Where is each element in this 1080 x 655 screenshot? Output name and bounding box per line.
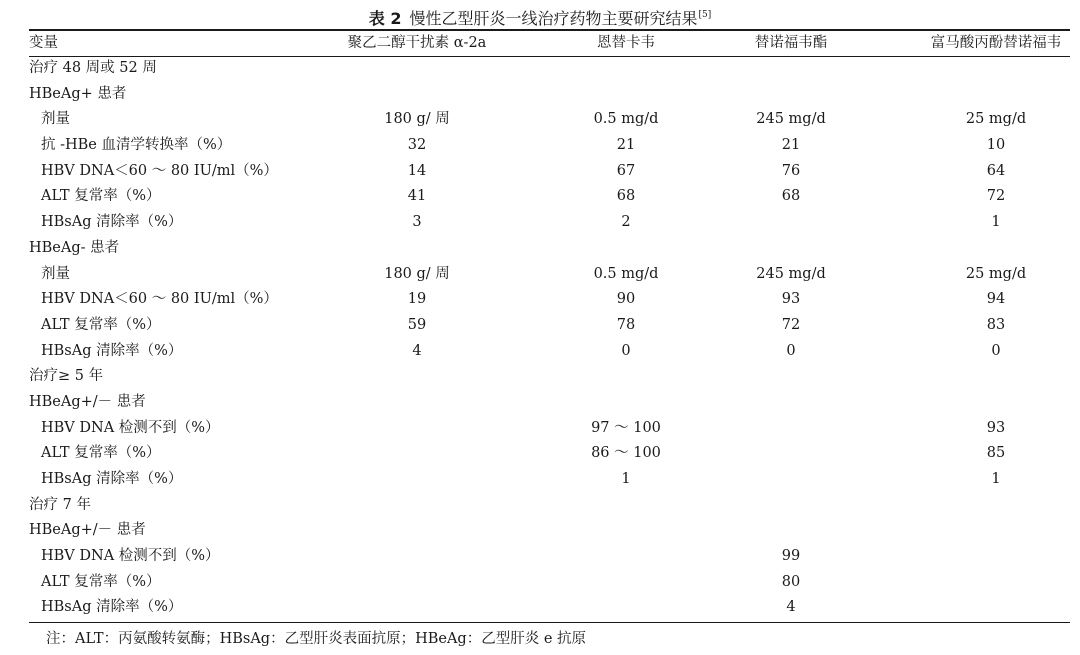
tenofovir-af-cell: 85 xyxy=(986,445,1006,462)
tenofovir-af-cell xyxy=(896,544,1080,570)
table-row xyxy=(29,544,1070,570)
entecavir-cell: 0.5 mg/d xyxy=(593,265,659,282)
tenofovir-af-cell: 25 mg/d xyxy=(965,265,1027,282)
tenofovir-af-cell xyxy=(896,236,1080,262)
table-row xyxy=(29,441,1070,467)
peginterferon-cell xyxy=(305,82,529,108)
table-body xyxy=(29,56,1070,621)
tenofovir-df-cell: 0 xyxy=(786,342,796,359)
table-row xyxy=(29,159,1070,185)
peginterferon-cell xyxy=(305,364,529,390)
entecavir-cell: 21 xyxy=(616,137,636,154)
peginterferon-cell xyxy=(305,441,529,467)
tenofovir-af-cell xyxy=(896,82,1080,108)
tenofovir-df-cell: 4 xyxy=(786,599,796,616)
table-row xyxy=(29,570,1070,596)
results-table xyxy=(29,31,1070,621)
peginterferon-cell xyxy=(305,467,529,493)
variable-cell: 剂量 xyxy=(41,265,70,282)
table-footnote: 注：ALT：丙氨酸转氨酶；HBsAg：乙型肝炎表面抗原；HBeAg：乙型肝炎 e 抗原 xyxy=(46,631,587,647)
peginterferon-cell xyxy=(305,236,529,262)
variable-cell: ALT 复常率（%） xyxy=(41,445,161,462)
variable-cell: HBsAg 清除率（%） xyxy=(41,342,183,359)
tenofovir-af-cell xyxy=(896,493,1080,519)
bottom-rule xyxy=(29,622,1070,623)
tenofovir-af-cell: 10 xyxy=(986,137,1006,154)
tenofovir-af-cell: 0 xyxy=(991,342,1001,359)
peginterferon-cell xyxy=(305,56,529,82)
peginterferon-cell xyxy=(305,493,529,519)
tenofovir-af-cell: 83 xyxy=(986,316,1006,333)
variable-cell: HBsAg 清除率（%） xyxy=(41,214,183,231)
table-row xyxy=(29,313,1070,339)
peginterferon-cell: 14 xyxy=(407,162,427,179)
tenofovir-df-cell xyxy=(691,210,891,236)
peginterferon-cell xyxy=(305,416,529,442)
variable-cell: ALT 复常率（%） xyxy=(41,188,161,205)
entecavir-cell: 1 xyxy=(621,471,631,487)
header-tenofovir-af: 富马酸丙酚替诺福韦 xyxy=(930,35,1062,51)
entecavir-cell: 90 xyxy=(616,291,636,308)
entecavir-cell: 0 xyxy=(621,342,631,359)
tenofovir-df-cell xyxy=(691,493,891,519)
table-row xyxy=(29,390,1070,416)
peginterferon-cell: 19 xyxy=(407,291,427,308)
entecavir-cell: 2 xyxy=(621,214,631,231)
header-entecavir: 恩替卡韦 xyxy=(597,35,655,51)
table-caption: 慢性乙型肝炎一线治疗药物主要研究结果 xyxy=(409,9,698,28)
peginterferon-cell xyxy=(305,544,529,570)
tenofovir-df-cell xyxy=(691,441,891,467)
table-row xyxy=(29,107,1070,133)
entecavir-cell: 0.5 mg/d xyxy=(593,111,659,128)
peginterferon-cell xyxy=(305,570,529,596)
table-row xyxy=(29,133,1070,159)
variable-cell: 抗 -HBe 血清学转换率（%） xyxy=(41,137,232,154)
table-title xyxy=(0,3,1080,27)
tenofovir-df-cell xyxy=(691,56,891,82)
tenofovir-af-cell xyxy=(896,390,1080,416)
tenofovir-af-cell: 25 mg/d xyxy=(965,111,1027,128)
tenofovir-af-cell: 94 xyxy=(986,291,1006,308)
table-row xyxy=(29,287,1070,313)
table-row xyxy=(29,595,1070,621)
peginterferon-cell xyxy=(305,595,529,621)
variable-cell: HBsAg 清除率（%） xyxy=(41,599,183,616)
table-row xyxy=(29,262,1070,288)
tenofovir-df-cell: 245 mg/d xyxy=(756,111,826,128)
reference-marker: [5] xyxy=(698,10,712,20)
tenofovir-af-cell: 72 xyxy=(986,188,1006,205)
variable-cell: HBeAg+/－ 患者 xyxy=(29,522,146,539)
tenofovir-af-cell xyxy=(896,364,1080,390)
peginterferon-cell: 4 xyxy=(412,342,422,359)
tenofovir-df-cell xyxy=(691,416,891,442)
entecavir-cell: 67 xyxy=(616,162,636,179)
tenofovir-af-cell: 64 xyxy=(986,162,1006,179)
tenofovir-df-cell: 68 xyxy=(781,188,801,205)
header-tenofovir-df: 替诺福韦酯 xyxy=(754,35,828,51)
table-number: 表 2 xyxy=(368,9,402,28)
entecavir-cell: 97 ～ 100 xyxy=(591,419,661,436)
tenofovir-df-cell xyxy=(691,467,891,493)
variable-cell: HBsAg 清除率（%） xyxy=(41,471,183,487)
tenofovir-df-cell xyxy=(691,390,891,416)
header-peginterferon: 聚乙二醇干扰素 α-2a xyxy=(347,35,487,51)
peginterferon-cell: 32 xyxy=(407,137,427,154)
table-row xyxy=(29,236,1070,262)
peginterferon-cell xyxy=(305,390,529,416)
peginterferon-cell: 41 xyxy=(407,188,427,205)
variable-cell: 治疗 48 周或 52 周 xyxy=(29,60,157,76)
tenofovir-df-cell xyxy=(691,82,891,108)
table-row xyxy=(29,184,1070,210)
table-row xyxy=(29,518,1070,544)
tenofovir-af-cell xyxy=(896,595,1080,621)
tenofovir-df-cell: 245 mg/d xyxy=(756,265,826,282)
variable-cell: 治疗≥ 5 年 xyxy=(29,368,104,385)
tenofovir-af-cell xyxy=(896,56,1080,82)
peginterferon-cell xyxy=(305,518,529,544)
tenofovir-df-cell: 99 xyxy=(781,548,801,565)
table-row xyxy=(29,56,1070,82)
entecavir-cell: 78 xyxy=(616,316,636,333)
variable-cell: ALT 复常率（%） xyxy=(41,573,161,590)
variable-cell: HBV DNA＜60 ～ 80 IU/ml（%） xyxy=(41,291,278,308)
header-variable: 变量 xyxy=(29,35,58,51)
tenofovir-af-cell xyxy=(896,570,1080,596)
variable-cell: HBV DNA 检测不到（%） xyxy=(41,548,220,565)
variable-cell: 治疗 7 年 xyxy=(29,496,91,513)
tenofovir-df-cell xyxy=(691,518,891,544)
peginterferon-cell: 3 xyxy=(412,214,422,231)
tenofovir-af-cell: 1 xyxy=(991,471,1001,487)
variable-cell: HBeAg- 患者 xyxy=(29,239,120,256)
table-row xyxy=(29,364,1070,390)
table-row xyxy=(29,210,1070,236)
variable-cell: 剂量 xyxy=(41,111,70,128)
table-row xyxy=(29,467,1070,493)
table-row xyxy=(29,416,1070,442)
tenofovir-df-cell xyxy=(691,364,891,390)
variable-cell: HBeAg+ 患者 xyxy=(29,85,127,102)
tenofovir-df-cell xyxy=(691,236,891,262)
tenofovir-df-cell: 80 xyxy=(781,573,801,590)
tenofovir-df-cell: 21 xyxy=(781,137,801,154)
variable-cell: ALT 复常率（%） xyxy=(41,316,161,333)
entecavir-cell: 86 ～ 100 xyxy=(591,445,661,462)
tenofovir-af-cell xyxy=(896,518,1080,544)
variable-cell: HBV DNA＜60 ～ 80 IU/ml（%） xyxy=(41,162,278,179)
tenofovir-af-cell: 93 xyxy=(986,419,1006,436)
table-header-row xyxy=(29,31,1070,56)
variable-cell: HBeAg+/－ 患者 xyxy=(29,393,146,410)
table-row xyxy=(29,82,1070,108)
tenofovir-af-cell: 1 xyxy=(991,214,1001,231)
peginterferon-cell: 180 g/ 周 xyxy=(384,111,450,128)
peginterferon-cell: 59 xyxy=(407,316,427,333)
variable-cell: HBV DNA 检测不到（%） xyxy=(41,419,220,436)
tenofovir-df-cell: 76 xyxy=(781,162,801,179)
tenofovir-df-cell: 93 xyxy=(781,291,801,308)
entecavir-cell: 68 xyxy=(616,188,636,205)
peginterferon-cell: 180 g/ 周 xyxy=(384,265,450,282)
table-row xyxy=(29,339,1070,365)
tenofovir-df-cell: 72 xyxy=(781,316,801,333)
table-row xyxy=(29,493,1070,519)
